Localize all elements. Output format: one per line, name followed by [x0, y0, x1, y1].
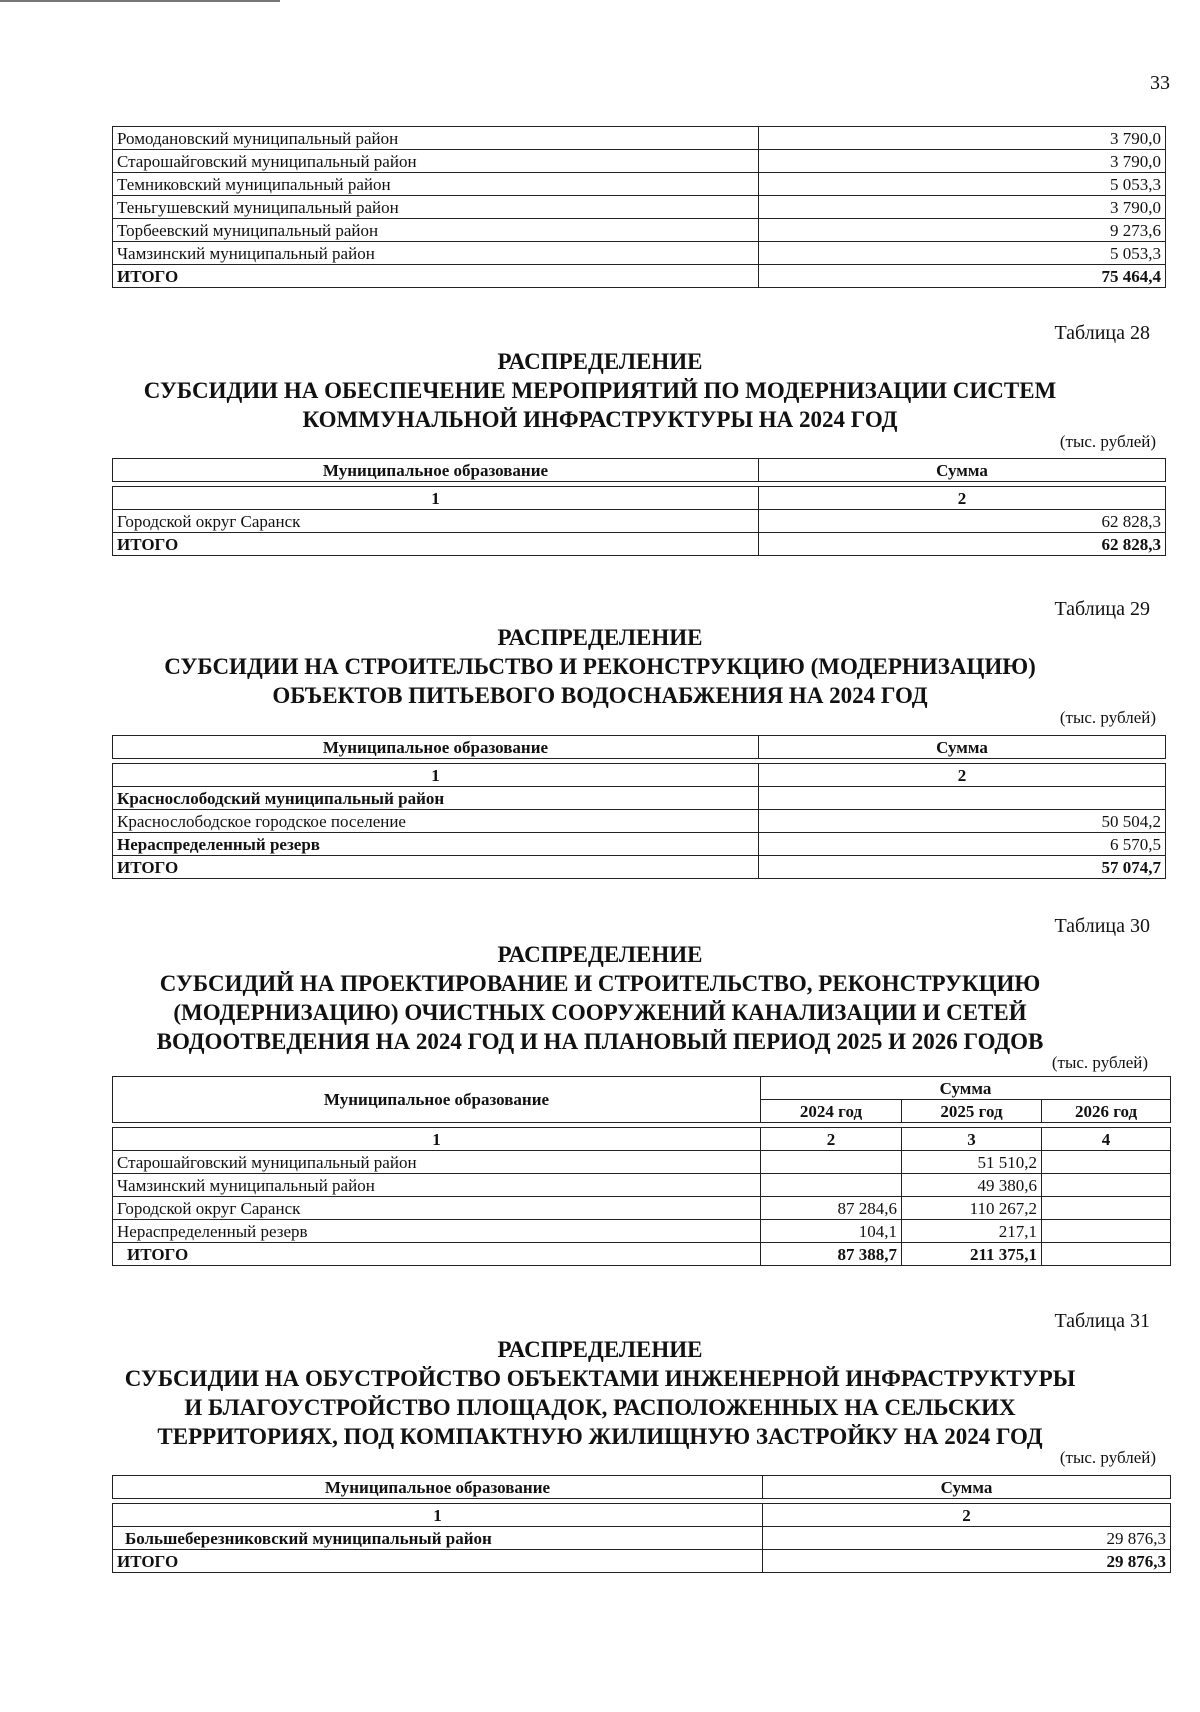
total-value-2024: 87 388,7 — [761, 1243, 902, 1266]
row-name: Краснослободский муниципальный район — [113, 787, 759, 810]
table-28-title — [100, 347, 1100, 434]
total-row — [113, 265, 1166, 288]
column-number-row — [113, 764, 1166, 787]
column-number-row — [113, 487, 1166, 510]
table-row — [113, 173, 1166, 196]
scan-edge-line — [0, 0, 280, 2]
title-line: И БЛАГОУСТРОЙСТВО ПЛОЩАДОК, РАСПОЛОЖЕННЫХ НА СЕЛЬСКИХ — [184, 1395, 1016, 1420]
row-name: Краснослободское городское поселение — [113, 810, 759, 833]
column-number: 2 — [761, 1128, 902, 1151]
table-29 — [112, 735, 1166, 879]
table-31-units: (тыс. рублей) — [1059, 1448, 1156, 1467]
table-28 — [112, 458, 1166, 556]
row-name: Торбеевский муниципальный район — [113, 219, 759, 242]
row-value-2026 — [1042, 1174, 1171, 1197]
title-line: РАСПРЕДЕЛЕНИЕ — [497, 625, 703, 650]
column-header: Сумма — [759, 459, 1166, 482]
row-name: Старошайговский муниципальный район — [113, 1151, 761, 1174]
total-row — [113, 856, 1166, 879]
title-line: ТЕРРИТОРИЯХ, ПОД КОМПАКТНУЮ ЖИЛИЩНУЮ ЗАСТРОЙКУ НА 2024 ГОД — [157, 1424, 1043, 1449]
row-value-2024: 104,1 — [761, 1220, 902, 1243]
table-28-units: (тыс. рублей) — [1059, 432, 1156, 451]
header-row — [113, 736, 1166, 759]
row-value-2025: 51 510,2 — [902, 1151, 1042, 1174]
table-29-units: (тыс. рублей) — [1059, 708, 1156, 727]
row-name: Старошайговский муниципальный район — [113, 150, 759, 173]
column-number: 2 — [759, 764, 1166, 787]
row-value: 5 053,3 — [759, 173, 1166, 196]
table-30-label: Таблица 30 — [1054, 915, 1150, 937]
row-value-2026 — [1042, 1220, 1171, 1243]
row-name: Большеберезниковский муниципальный район — [113, 1527, 763, 1550]
row-value: 62 828,3 — [759, 510, 1166, 533]
table-row — [113, 787, 1166, 810]
title-line: ВОДООТВЕДЕНИЯ НА 2024 ГОД И НА ПЛАНОВЫЙ ПЕРИОД 2025 И 2026 ГОДОВ — [156, 1029, 1044, 1054]
table-row — [113, 1197, 1171, 1220]
header-row — [113, 459, 1166, 482]
header-row — [113, 1077, 1171, 1100]
title-line: (МОДЕРНИЗАЦИЮ) ОЧИСТНЫХ СООРУЖЕНИЙ КАНАЛИЗАЦИИ И СЕТЕЙ — [173, 1000, 1027, 1025]
total-row — [113, 1243, 1171, 1266]
column-number: 4 — [1042, 1128, 1171, 1151]
table-row — [113, 510, 1166, 533]
row-value-2025: 49 380,6 — [902, 1174, 1042, 1197]
total-label: ИТОГО — [113, 856, 759, 879]
row-value: 3 790,0 — [759, 150, 1166, 173]
total-row — [113, 1550, 1171, 1573]
table-30-title — [100, 940, 1100, 1056]
table-row — [113, 242, 1166, 265]
row-value-2026 — [1042, 1151, 1171, 1174]
continuation-table — [112, 126, 1166, 288]
table-row — [113, 833, 1166, 856]
row-name: Чамзинский муниципальный район — [113, 242, 759, 265]
row-value: 50 504,2 — [759, 810, 1166, 833]
row-value-2024 — [761, 1151, 902, 1174]
title-line: КОММУНАЛЬНОЙ ИНФРАСТРУКТУРЫ НА 2024 ГОД — [302, 407, 898, 432]
total-value: 57 074,7 — [759, 856, 1166, 879]
year-header: 2025 год — [902, 1100, 1042, 1123]
column-header: Муниципальное образование — [113, 459, 759, 482]
year-header: 2026 год — [1042, 1100, 1171, 1123]
row-value: 5 053,3 — [759, 242, 1166, 265]
total-label: ИТОГО — [113, 265, 759, 288]
column-header: Муниципальное образование — [113, 1476, 763, 1499]
title-line: ОБЪЕКТОВ ПИТЬЕВОГО ВОДОСНАБЖЕНИЯ НА 2024 ГОД — [272, 683, 928, 708]
table-31 — [112, 1475, 1171, 1573]
row-value: 9 273,6 — [759, 219, 1166, 242]
total-value: 29 876,3 — [763, 1550, 1171, 1573]
table-row — [113, 1174, 1171, 1197]
table-row — [113, 1151, 1171, 1174]
total-value: 75 464,4 — [759, 265, 1166, 288]
total-row — [113, 533, 1166, 556]
total-value-2026 — [1042, 1243, 1171, 1266]
title-line: СУБСИДИИ НА СТРОИТЕЛЬСТВО И РЕКОНСТРУКЦИЮ (МОДЕРНИЗАЦИЮ) — [164, 654, 1036, 679]
total-label: ИТОГО — [113, 1550, 763, 1573]
title-line: СУБСИДИИ НА ОБЕСПЕЧЕНИЕ МЕРОПРИЯТИЙ ПО МОДЕРНИЗАЦИИ СИСТЕМ — [143, 378, 1057, 403]
table-28-label: Таблица 28 — [1054, 322, 1150, 344]
table-row — [113, 127, 1166, 150]
row-value-2025: 217,1 — [902, 1220, 1042, 1243]
total-value-2025: 211 375,1 — [902, 1243, 1042, 1266]
column-number-row — [113, 1504, 1171, 1527]
table-29-label: Таблица 29 — [1054, 598, 1150, 620]
title-line: РАСПРЕДЕЛЕНИЕ — [497, 349, 703, 374]
title-line: РАСПРЕДЕЛЕНИЕ — [497, 942, 703, 967]
row-name: Темниковский муниципальный район — [113, 173, 759, 196]
column-number: 1 — [113, 1504, 763, 1527]
table-row — [113, 150, 1166, 173]
row-value: 3 790,0 — [759, 127, 1166, 150]
row-name: Чамзинский муниципальный район — [113, 1174, 761, 1197]
column-number: 3 — [902, 1128, 1042, 1151]
title-line: СУБСИДИИ НА ОБУСТРОЙСТВО ОБЪЕКТАМИ ИНЖЕНЕРНОЙ ИНФРАСТРУКТУРЫ — [124, 1366, 1076, 1391]
row-name: Нераспределенный резерв — [113, 1220, 761, 1243]
row-name: Теньгушевский муниципальный район — [113, 196, 759, 219]
total-value: 62 828,3 — [759, 533, 1166, 556]
total-label: ИТОГО — [113, 533, 759, 556]
page-number: 33 — [1150, 72, 1170, 94]
table-row — [113, 1527, 1171, 1550]
table-row — [113, 810, 1166, 833]
table-30 — [112, 1076, 1171, 1266]
table-30-units: (тыс. рублей) — [1051, 1053, 1148, 1072]
row-value: 6 570,5 — [759, 833, 1166, 856]
row-value — [759, 787, 1166, 810]
column-header: Сумма — [763, 1476, 1171, 1499]
column-header-sum: Сумма — [761, 1077, 1171, 1100]
total-label: ИТОГО — [113, 1243, 761, 1266]
title-line: СУБСИДИЙ НА ПРОЕКТИРОВАНИЕ И СТРОИТЕЛЬСТВО, РЕКОНСТРУКЦИЮ — [159, 971, 1041, 996]
column-number: 1 — [113, 1128, 761, 1151]
year-header: 2024 год — [761, 1100, 902, 1123]
column-header: Муниципальное образование — [113, 1077, 761, 1123]
table-29-title — [100, 623, 1100, 710]
table-31-label: Таблица 31 — [1054, 1310, 1150, 1332]
row-name: Нераспределенный резерв — [113, 833, 759, 856]
column-number: 2 — [759, 487, 1166, 510]
column-number: 1 — [113, 487, 759, 510]
table-row — [113, 1220, 1171, 1243]
column-number: 2 — [763, 1504, 1171, 1527]
column-header: Муниципальное образование — [113, 736, 759, 759]
row-value-2024: 87 284,6 — [761, 1197, 902, 1220]
table-row — [113, 219, 1166, 242]
table-row — [113, 196, 1166, 219]
row-value-2026 — [1042, 1197, 1171, 1220]
column-header: Сумма — [759, 736, 1166, 759]
row-value-2024 — [761, 1174, 902, 1197]
row-value-2025: 110 267,2 — [902, 1197, 1042, 1220]
column-number-row — [113, 1128, 1171, 1151]
column-number: 1 — [113, 764, 759, 787]
row-name: Ромодановский муниципальный район — [113, 127, 759, 150]
row-value: 3 790,0 — [759, 196, 1166, 219]
header-row — [113, 1476, 1171, 1499]
row-name: Городской округ Саранск — [113, 510, 759, 533]
table-31-title — [100, 1335, 1100, 1451]
title-line: РАСПРЕДЕЛЕНИЕ — [497, 1337, 703, 1362]
row-value: 29 876,3 — [763, 1527, 1171, 1550]
row-name: Городской округ Саранск — [113, 1197, 761, 1220]
